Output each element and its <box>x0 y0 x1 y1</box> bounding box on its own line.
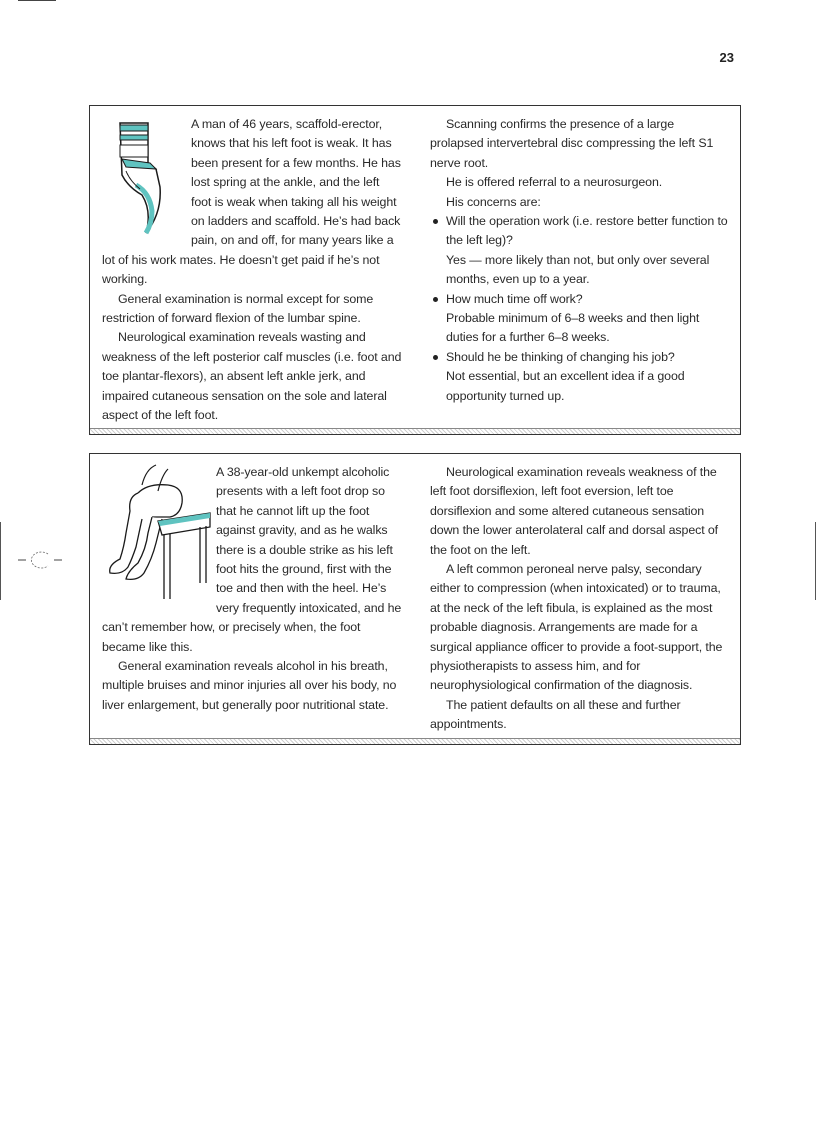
crop-mark-left <box>0 522 1 600</box>
concern-answer: Not essential, but an excellent idea if a good opportunity turned up. <box>446 369 685 403</box>
case2-paragraph: Neurological examination reveals weakness of the left foot dorsiflexion, left foot eversion, left toe dorsiflexion and some altered cutaneous sensation down the lower anterolateral calf and dorsal aspect of the foot on the left. <box>430 465 719 557</box>
concerns-list <box>430 212 730 406</box>
case1-paragraph: Scanning confirms the presence of a large prolapsed intervertebral disc compressing the left S1 nerve root. <box>430 117 714 170</box>
list-item <box>430 290 730 348</box>
concern-question: How much time off work? <box>446 291 583 306</box>
concern-question: Should he be thinking of changing his job? <box>446 349 675 364</box>
case1-paragraph: General examination is normal except for some restriction of forward flexion of the lumbar spine. <box>102 291 374 326</box>
seated-leg-foot-drop-icon <box>98 463 213 603</box>
crop-mark-top <box>18 0 56 1</box>
registration-mark-icon <box>18 548 62 572</box>
concern-answer: Probable minimum of 6–8 weeks and then light duties for a further 6–8 weeks. <box>446 311 700 345</box>
list-item <box>430 212 730 290</box>
case2-paragraph: General examination reveals alcohol in his breath, multiple bruises and minor injuries all over his body, no liver enlargement, but generally poor nutritional state. <box>102 659 397 712</box>
case2-paragraph: A 38-year-old unkempt alcoholic presents with a left foot drop so that he cannot lift up the foot against gravity, and as he walks there is a double strike as his left foot hits the ground, first with the toe and then with the heel. He’s very frequently intoxicated, and he can’t remember how, or precisely when, the foot became like this. <box>102 465 402 654</box>
case1-right-column <box>430 115 730 406</box>
case2-paragraph: A left common peroneal nerve palsy, secondary either to compression (when intoxicated) or to trauma, at the neck of the left fibula, is explained as the most probable diagnosis. Arrangements are made for a surgical appliance officer to provide a foot-support, the physiotherapists to assess him, and for neurophysiological confirmation of the diagnosis. <box>430 562 723 693</box>
case2-right-column <box>430 463 730 735</box>
concern-question: Will the operation work (i.e. restore better function to the left leg)? <box>446 214 728 248</box>
case1-paragraph: A man of 46 years, scaffold-erector, knows that his left foot is weak. It has been present for a few months. He has lost spring at the ankle, and the left foot is weak when taking all his weight on ladders and scaffold. He’s had back pain, on and off, for many years like a lot of his work mates. He doesn’t get paid if he’s not working. <box>102 117 401 287</box>
case2-paragraph: The patient defaults on all these and further appointments. <box>430 697 681 732</box>
concern-answer: Yes — more likely than not, but only over several months, even up to a year. <box>446 252 710 287</box>
page-number: 23 <box>719 50 734 65</box>
case1-paragraph: His concerns are: <box>446 194 541 209</box>
case1-paragraph: He is offered referral to a neurosurgeon. <box>446 175 663 190</box>
leg-plantar-flexion-icon <box>98 115 190 239</box>
case-box-body <box>90 106 740 429</box>
list-item <box>430 348 730 406</box>
case1-paragraph: Neurological examination reveals wasting and weakness of the left posterior calf muscles (i.e. foot and toe plantar-flexors), an absent left ankle jerk, and impaired cutaneous sensation on the sole and lateral aspect of the left foot. <box>102 330 402 423</box>
case-box-foot-drop <box>89 453 741 745</box>
case-box-scaffold-erector <box>89 105 741 435</box>
case-box-body <box>90 454 740 739</box>
case2-left-column <box>102 463 402 715</box>
case1-left-column <box>102 115 402 426</box>
